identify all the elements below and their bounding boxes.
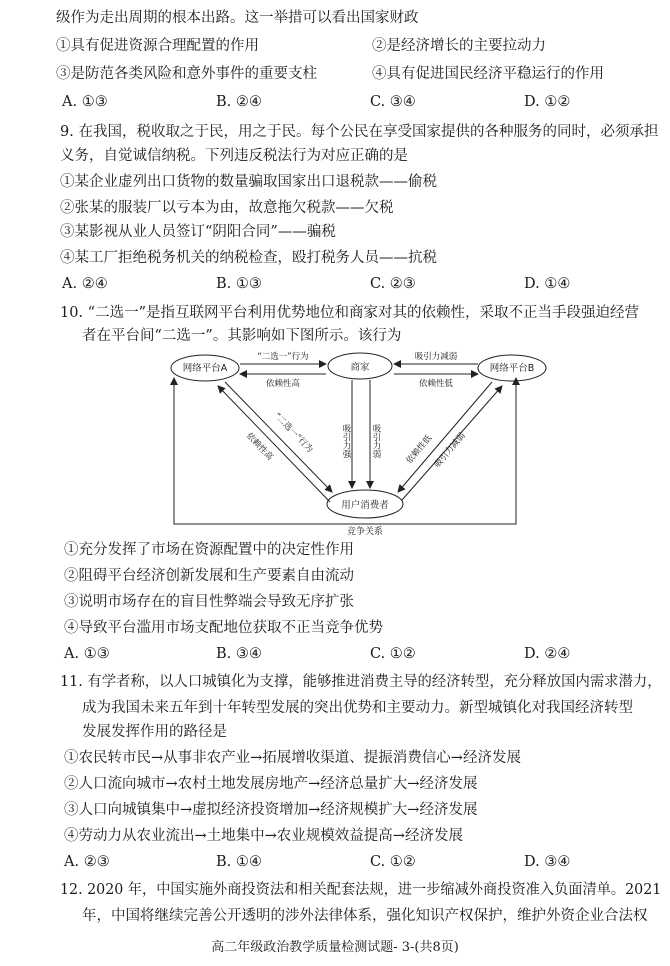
merchant-down-right-label: 吸引力弱	[371, 424, 381, 458]
question-12-line-2: 年，中国将继续完善公开透明的涉外法律体系，强化知识产权保护，维护外资企业合法权	[82, 908, 648, 924]
option-d: D. ③④	[524, 854, 571, 870]
option-a: A. ①③	[64, 646, 110, 662]
option-a: A. ②④	[62, 276, 108, 292]
b-diagonal-label-2: 吸引力减弱	[432, 430, 468, 470]
statement-4: ④劳动力从农业流出→土地集中→农业规模效益提高→经济发展	[64, 828, 463, 844]
question-text-line: 级作为走出周期的根本出路。这一举措可以看出国家财政	[56, 10, 419, 26]
statement-4: ④导致平台滥用市场支配地位获取不正当竞争优势	[64, 620, 383, 636]
option-c: C. ③④	[370, 94, 416, 110]
a-diagonal-label-1: “二选一”行为	[271, 411, 315, 455]
option-c: C. ①②	[370, 854, 416, 870]
page-footer: 高二年级政治教学质量检测试题- 3-(共8页)	[211, 940, 459, 955]
b-to-merchant-bottom-label: 依赖性低	[418, 379, 454, 389]
platform-b-label: 网络平台B	[489, 363, 535, 374]
statement-2: ②张某的服装厂以亏本为由，故意拖欠税款——欠税	[60, 200, 394, 216]
question-11-line-3: 发展发挥作用的路径是	[82, 724, 227, 740]
question-10-line-1: 10. “二选一”是指互联网平台利用优势地位和商家对其的依赖性，采取不正当手段强迫经营	[60, 305, 639, 321]
statement-1: ①农民转市民→从事非农产业→拓展增收渠道、提振消费信心→经济发展	[64, 750, 521, 766]
a-to-merchant-top-label: “二选一”行为	[257, 352, 309, 362]
a-diagonal-label-2: 依赖性高	[243, 431, 275, 463]
question-12-line-1: 12. 2020 年，中国实施外商投资法和相关配套法规，进一步缩减外商投资准入负面清单。2021	[60, 882, 662, 898]
option-d: D. ①②	[524, 94, 571, 110]
option-a: A. ②③	[64, 854, 110, 870]
question-11-line-2: 成为我国未来五年到十年转型发展的突出优势和主要动力。新型城镇化对我国经济转型	[82, 700, 633, 716]
statement-3: ③人口向城镇集中→虚拟经济投资增加→经济规模扩大→经济发展	[64, 802, 478, 818]
statement-1: ①具有促进资源合理配置的作用	[56, 38, 259, 54]
statement-4: ④某工厂拒绝税务机关的纳税检查，殴打税务人员——抗税	[60, 250, 437, 266]
option-c: C. ①②	[370, 646, 416, 662]
question-9-line-2: 义务，自觉诚信纳税。下列违反税法行为对应正确的是	[60, 148, 408, 164]
question-9-line-1: 9. 在我国，税收取之于民，用之于民。每个公民在享受国家提供的各种服务的同时，必须承担	[60, 124, 659, 140]
option-b: B. ③④	[216, 646, 262, 662]
statement-2: ②阻碍平台经济创新发展和生产要素自由流动	[64, 568, 354, 584]
competition-label: 竞争关系	[346, 527, 384, 537]
merchant-label: 商家	[350, 362, 370, 373]
question-11-line-1: 11. 有学者称，以人口城镇化为支撑，能够推进消费主导的经济转型，充分释放国内需求潜力，	[60, 674, 662, 690]
platform-relationship-diagram	[170, 346, 535, 537]
consumer-label: 用户消费者	[341, 500, 389, 511]
statement-3: ③说明市场存在的盲目性弊端会导致无序扩张	[64, 594, 354, 610]
option-b: B. ②④	[216, 94, 262, 110]
statement-3: ③是防范各类风险和意外事件的重要支柱	[56, 66, 317, 82]
statement-2: ②人口流向城市→农村土地发展房地产→经济总量扩大→经济发展	[64, 776, 478, 792]
platform-a-label: 网络平台A	[182, 363, 228, 374]
question-10-line-2: 者在平台间“二选一”。其影响如下图所示。该行为	[82, 328, 402, 344]
b-to-merchant-top-label: 吸引力减弱	[414, 352, 458, 362]
option-c: C. ②③	[370, 276, 416, 292]
statement-1: ①某企业虚列出口货物的数量骗取国家出口退税款——偷税	[60, 174, 437, 190]
b-diagonal-label-1: 依赖性低	[404, 433, 435, 466]
statement-2: ②是经济增长的主要拉动力	[372, 38, 546, 54]
statement-1: ①充分发挥了市场在资源配置中的决定性作用	[64, 542, 354, 558]
option-d: D. ②④	[524, 646, 571, 662]
option-a: A. ①③	[62, 94, 108, 110]
option-b: B. ①④	[216, 854, 262, 870]
merchant-down-left-label: 吸引力强	[341, 424, 351, 458]
option-d: D. ①④	[524, 276, 571, 292]
statement-3: ③某影视从业人员签订“阴阳合同”——骗税	[60, 224, 336, 240]
option-b: B. ①③	[216, 276, 262, 292]
statement-4: ④具有促进国民经济平稳运行的作用	[372, 66, 604, 82]
a-to-merchant-bottom-label: 依赖性高	[265, 379, 301, 389]
